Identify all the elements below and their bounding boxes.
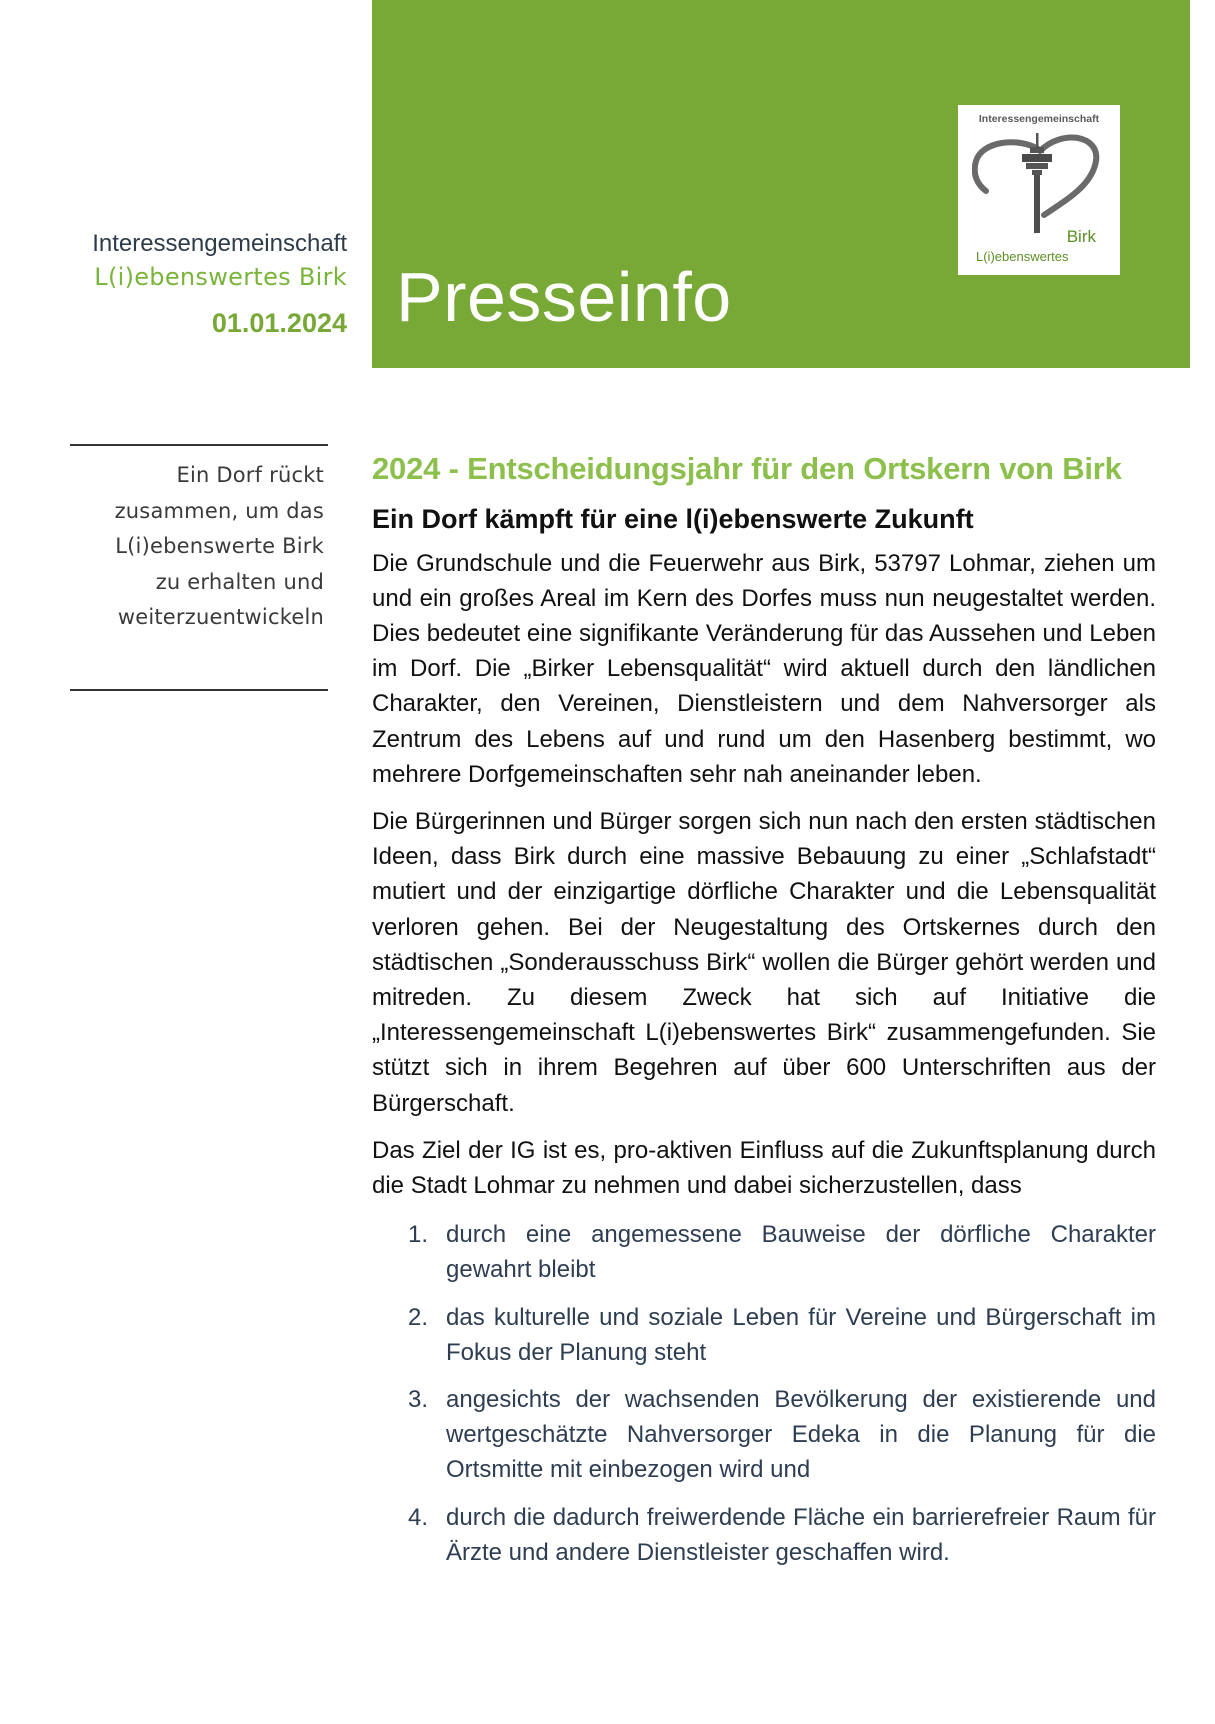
list-number: 1. [408, 1221, 429, 1249]
logo-org-text: Interessengemeinschaft [978, 113, 1100, 125]
page-title: Presseinfo [396, 258, 732, 336]
logo-birk-text: Birk [1066, 227, 1096, 246]
press-date: 01.01.2024 [211, 308, 347, 338]
list-item-text: das kulturelle und soziale Leben für Vereine und Bürgerschaft im Fokus der Planung steht [446, 1303, 1156, 1366]
list-item [372, 1300, 1156, 1370]
org-name: Interessengemeinschaft [92, 230, 347, 257]
quote-line: L(i)ebenswerte Birk [115, 534, 324, 558]
org-subtitle: L(i)ebenswertes Birk [94, 263, 347, 291]
logo-sub-text: L(i)ebenswertes [976, 249, 1069, 264]
article-subheadline: Ein Dorf kämpft für eine l(i)ebenswerte Zukunft [372, 504, 974, 535]
article-headline: 2024 - Entscheidungsjahr für den Ortskern von Birk [372, 451, 1122, 486]
list-item-text: durch eine angemessene Bauweise der dörfliche Charakter gewahrt bleibt [446, 1221, 1156, 1284]
article-paragraph: Die Bürgerinnen und Bürger sorgen sich nun nach den ersten städtischen Ideen, dass Birk durch eine massive Bebauung zu einer „Schlafstadt“ mutiert und der einzigartige dörfliche Charakter und die Lebensqualität verloren gehen. Bei der Neugestaltung des Ortskernes durch den städtischen „Sonderausschuss Birk“ wollen die Bürger gehört werden und mitreden. Zu diesem Zweck hat sich auf Initiative die „Interessengemeinschaft L(i)ebenswertes Birk“ zusammengefunden. Sie stützt sich in ihrem Begehren auf über 600 Unterschriften aus der Bürgerschaft. [372, 808, 1156, 1117]
quote-line: weiterzuentwickeln [117, 605, 324, 629]
article [372, 450, 1156, 1582]
article-paragraph: Die Grundschule und die Feuerwehr aus Birk, 53797 Lohmar, ziehen um und ein großes Areal im Kern des Dorfes muss nun neugestaltet werden. Dies bedeutet eine signifikante Veränderung für das Aussehen und Leben im Dorf. Die „Birker Lebensqualität“ wird aktuell durch den ländlichen Charakter, den Vereinen, Dienstleistern und dem Nahversorger als Zentrum des Lebens auf und rund um den Hasenberg bestimmt, wo mehrere Dorfgemeinschaften sehr nah aneinander leben. [372, 549, 1156, 788]
org-logo [958, 105, 1120, 275]
list-item-text: durch die dadurch freiwerdende Fläche ein barrierefreier Raum für Ärzte und andere Dienstleister geschaffen wird. [446, 1503, 1156, 1566]
quote-line: zusammen, um das [114, 498, 324, 523]
list-item [372, 1500, 1156, 1570]
list-number: 3. [408, 1386, 429, 1414]
sidebar-divider-bottom [70, 689, 328, 691]
sidebar-quote [70, 458, 324, 636]
quote-line: zu erhalten und [155, 569, 324, 594]
list-number: 2. [408, 1303, 429, 1331]
list-item [372, 1382, 1156, 1488]
sidebar-divider-top [70, 444, 328, 446]
list-number: 4. [408, 1503, 429, 1531]
article-paragraph: Das Ziel der IG ist es, pro-aktiven Einfluss auf die Zukunftsplanung durch die Stadt Lohmar zu nehmen und dabei sicherzustellen, dass [372, 1136, 1156, 1200]
list-item [372, 1217, 1156, 1287]
goals-list [372, 1217, 1156, 1570]
quote-line: Ein Dorf rückt [176, 463, 324, 487]
tower-heart-icon [972, 127, 1106, 237]
list-item-text: angesichts der wachsenden Bevölkerung der existierende und wertgeschätzte Nahversorger Edeka in die Planung für die Ortsmitte mit einbezogen wird und [446, 1386, 1156, 1484]
